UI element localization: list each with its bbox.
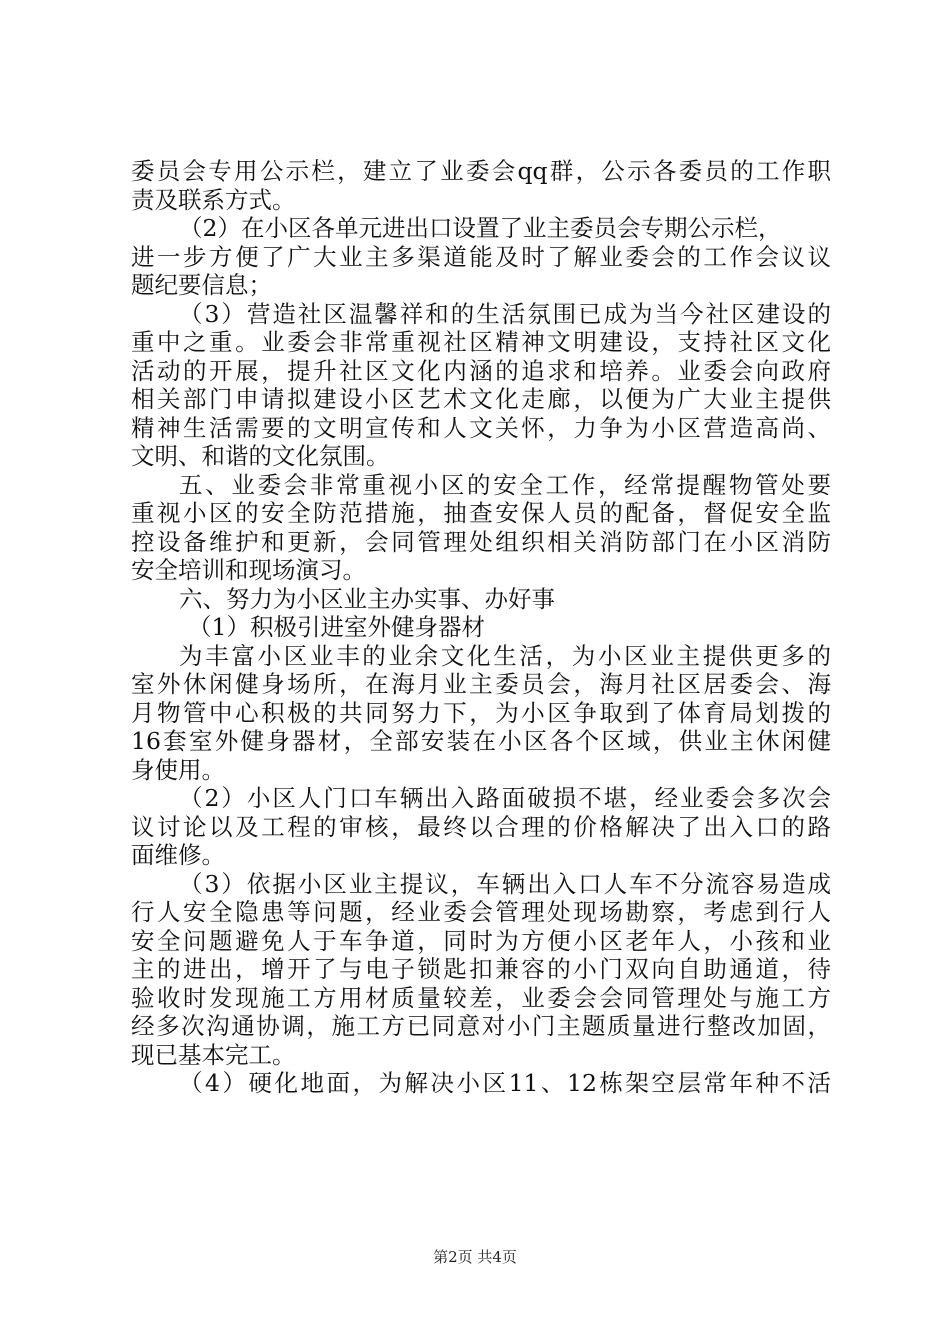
text-line: 16套室外健身器材，全部安装在小区各个区域，供业主休闲健: [131, 727, 831, 755]
text-line: （3）依据小区业主提议，车辆出入口人车不分流容易造成: [179, 869, 831, 898]
text-line: （3）营造社区温馨祥和的生活氛围已成为当今社区建设的: [179, 299, 831, 328]
text-line: 五、业委会非常重视小区的安全工作，经常提醒物管处要: [179, 470, 831, 499]
text-line: 六、努力为小区业主办实事、办好事: [179, 584, 555, 613]
text-line: 进一步方便了广大业主多渠道能及时了解业委会的工作会议议: [131, 242, 831, 271]
text-line: 控设备维护和更新，会同管理处组织相关消防部门在小区消防: [131, 527, 831, 556]
text-line: 主的进出，增开了与电子锁匙扣兼容的小门双向自助通道，待: [131, 955, 831, 983]
text-line: 题纪要信息；: [131, 271, 272, 299]
text-line: 文明、和谐的文化氛围。: [131, 442, 390, 470]
page-number: 第2页 共4页: [433, 1248, 517, 1266]
text-line: 活动的开展，提升社区文化内涵的追求和培养。业委会向政府: [131, 356, 831, 385]
text-line: （4）硬化地面，为解决小区11、12栋架空层常年种不活: [179, 1069, 831, 1097]
body-text: [131, 157, 831, 1098]
text-line: 议讨论以及工程的审核，最终以合理的价格解决了出入口的路: [131, 812, 831, 841]
text-line: 安全问题避免人于车争道，同时为方便小区老年人，小孩和业: [131, 926, 831, 955]
text-line: 相关部门申请拟建设小区艺术文化走廊，以便为广大业主提供: [131, 385, 831, 413]
text-line: 室外休闲健身场所，在海月业主委员会，海月社区居委会、海: [131, 670, 831, 698]
text-line: 委员会专用公示栏，建立了业委会qq群，公示各委员的工作职: [131, 157, 831, 185]
text-line: 经多次沟通协调，施工方已同意对小门主题质量进行整改加固，: [131, 1012, 831, 1040]
text-line: 精神生活需要的文明宣传和人文关怀，力争为小区营造高尚、: [131, 413, 831, 442]
text-line: 面维修。: [131, 841, 225, 869]
text-line: 行人安全隐患等问题，经业委会管理处现场勘察，考虑到行人: [131, 898, 831, 926]
text-line: （1）积极引进室外健身器材: [188, 613, 485, 641]
text-line: 月物管中心积极的共同努力下，为小区争取到了体育局划拨的: [131, 698, 831, 727]
text-line: （2）在小区各单元进出口设置了业主委员会专期公示栏，: [179, 214, 782, 242]
text-line: 验收时发现施工方用材质量较差，业委会会同管理处与施工方: [131, 983, 831, 1012]
text-line: 责及联系方式。: [131, 185, 296, 214]
text-line: 重视小区的安全防范措施，抽查安保人员的配备，督促安全监: [131, 499, 831, 527]
text-line: 安全培训和现场演习。: [131, 556, 366, 584]
text-line: 为丰富小区业丰的业余文化生活，为小区业主提供更多的: [179, 641, 831, 670]
text-line: 现已基本完工。: [131, 1040, 296, 1069]
text-line: 重中之重。业委会非常重视社区精神文明建设，支持社区文化: [131, 328, 831, 356]
text-line: （2）小区人门口车辆出入路面破损不堪，经业委会多次会: [179, 784, 831, 812]
text-line: 身使用。: [131, 755, 225, 784]
